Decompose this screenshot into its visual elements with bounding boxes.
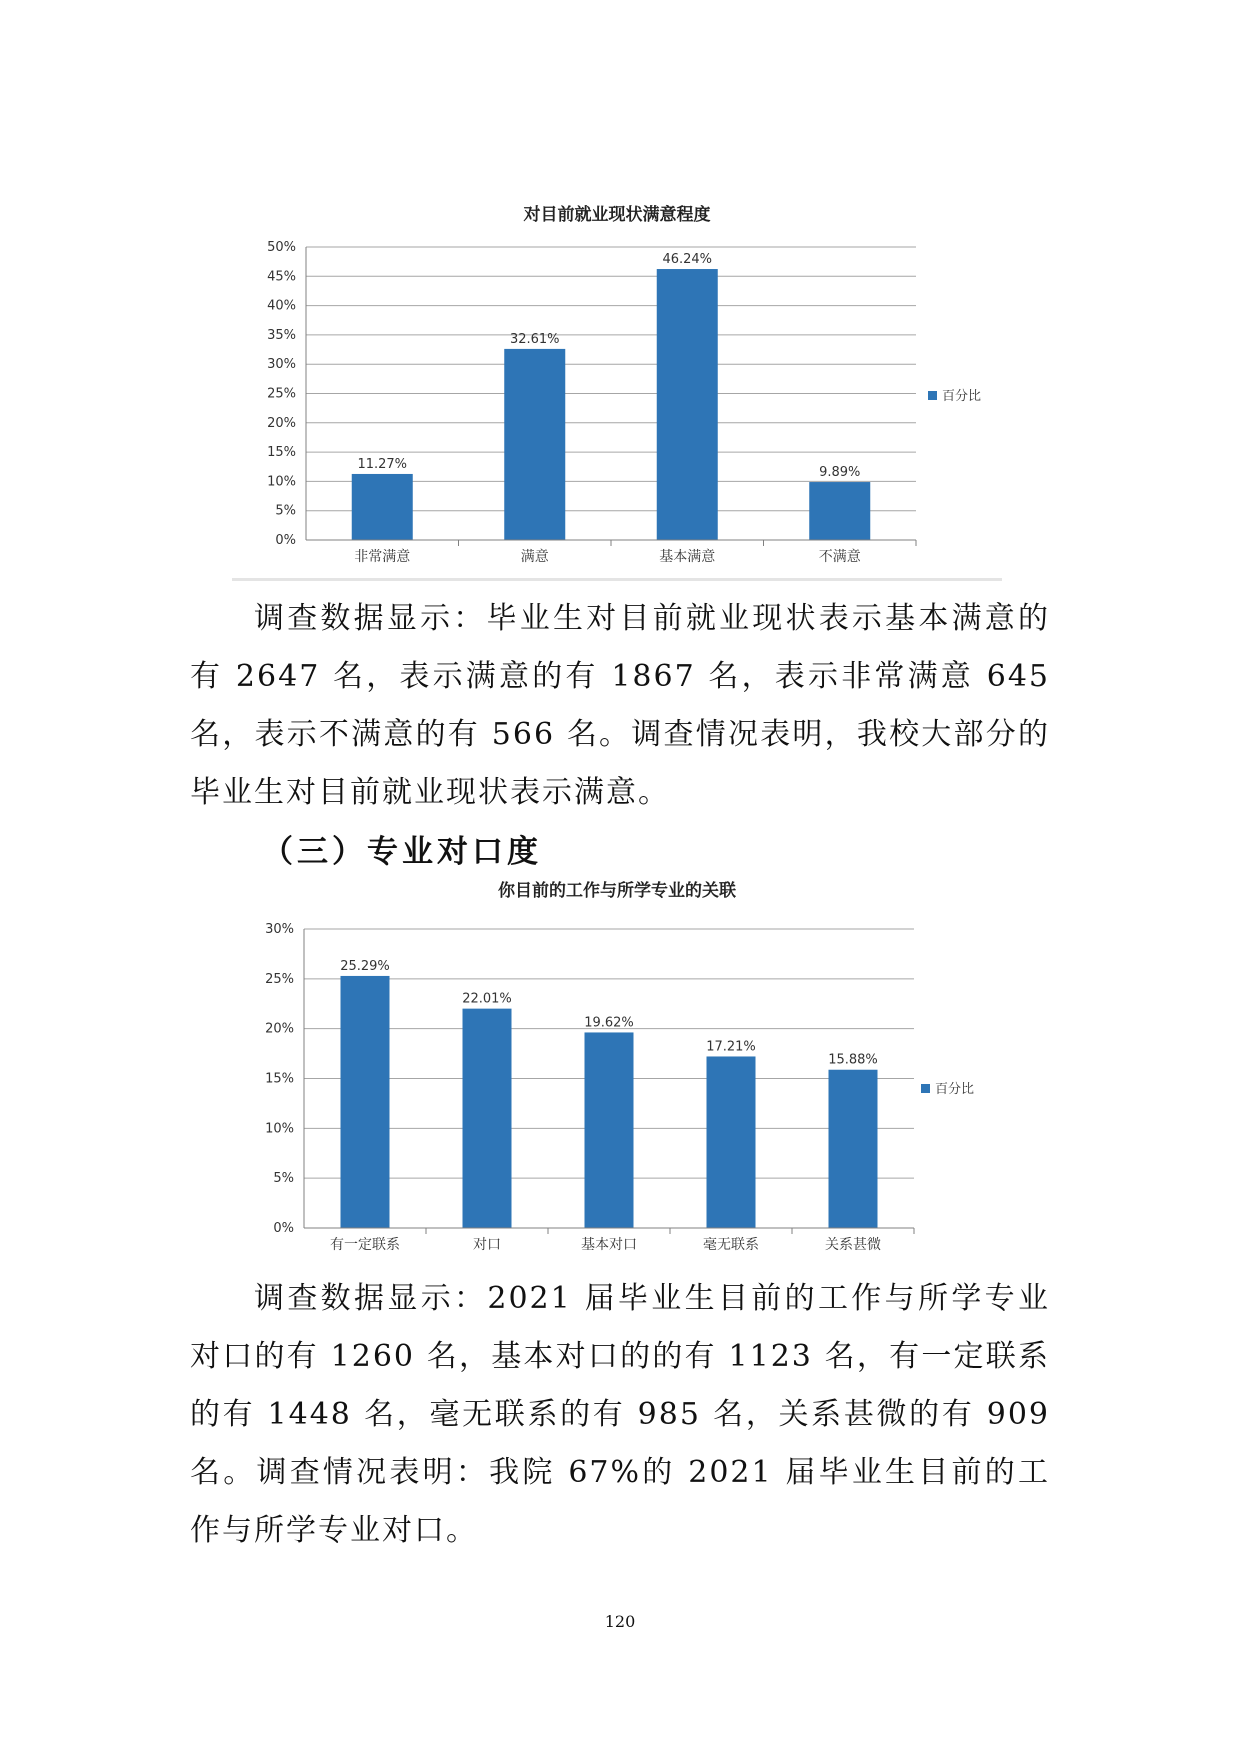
chart1-bar-1 bbox=[352, 474, 413, 540]
chart1-category-label: 基本满意 bbox=[659, 549, 716, 565]
chart2-y-tick-label: 25% bbox=[265, 971, 294, 987]
chart2-data-label: 22.01% bbox=[462, 991, 512, 1007]
chart1-y-tick-label: 25% bbox=[267, 386, 296, 402]
chart1-y-tick-label: 10% bbox=[267, 474, 296, 490]
chart2-bar-5 bbox=[829, 1070, 878, 1228]
paragraph-satisfaction: 调查数据显示：毕业生对目前就业现状表示基本满意的有 2647 名，表示满意的有 1867 名，表示非常满意 645 名，表示不满意的有 566 名。调查情况表明，我校大部分的毕业生对目前就业现状表示满意。 bbox=[190, 601, 1050, 810]
chart2-y-tick-label: 20% bbox=[265, 1021, 294, 1037]
chart1-data-label: 9.89% bbox=[819, 465, 861, 481]
chart2-y-tick-label: 10% bbox=[265, 1121, 294, 1137]
chart1-data-label: 46.24% bbox=[662, 252, 713, 268]
chart1-category-label: 满意 bbox=[520, 549, 549, 565]
chart1-y-tick-label: 20% bbox=[267, 415, 296, 431]
chart2-data-label: 19.62% bbox=[584, 1015, 634, 1031]
chart2-category-label: 毫无联系 bbox=[703, 1237, 759, 1253]
chart2-bar-2 bbox=[463, 1009, 512, 1228]
chart1-legend-label: 百分比 bbox=[942, 389, 982, 404]
chart2-y-tick-label: 0% bbox=[273, 1221, 294, 1236]
chart1-category-label: 非常满意 bbox=[354, 549, 411, 565]
chart2-bar-1 bbox=[341, 976, 390, 1228]
chart2-category-label: 基本对口 bbox=[581, 1237, 637, 1253]
chart2-legend-swatch bbox=[921, 1084, 930, 1093]
chart1-y-tick-label: 50% bbox=[267, 240, 296, 255]
chart2-category-label: 对口 bbox=[473, 1237, 501, 1253]
chart1-data-label: 11.27% bbox=[357, 456, 408, 472]
chart2-y-tick-label: 30% bbox=[265, 922, 294, 937]
chart1-y-tick-label: 0% bbox=[275, 533, 296, 548]
chart2-bar-4 bbox=[707, 1056, 756, 1228]
satisfaction-chart bbox=[232, 196, 1002, 578]
chart1-bar-4 bbox=[809, 482, 870, 540]
chart2-legend-label: 百分比 bbox=[935, 1082, 975, 1097]
chart2-title: 你目前的工作与所学专业的关联 bbox=[498, 881, 736, 901]
chart2-bar-3 bbox=[585, 1032, 634, 1228]
chart1-legend-swatch bbox=[928, 391, 937, 400]
chart1-y-tick-label: 30% bbox=[267, 357, 296, 373]
major-relevance-chart-svg bbox=[232, 872, 1002, 1264]
chart1-title: 对目前就业现状满意程度 bbox=[523, 205, 711, 225]
chart2-category-label: 有一定联系 bbox=[330, 1237, 400, 1253]
chart1-y-tick-label: 40% bbox=[267, 298, 296, 314]
section-heading: （三）专业对口度 bbox=[262, 834, 542, 870]
chart1-bar-3 bbox=[657, 269, 718, 540]
chart1-y-tick-label: 15% bbox=[267, 445, 296, 461]
chart2-y-tick-label: 15% bbox=[265, 1071, 294, 1087]
chart1-y-tick-label: 5% bbox=[275, 503, 296, 519]
major-relevance-chart bbox=[232, 872, 1002, 1264]
chart1-y-tick-label: 35% bbox=[267, 327, 296, 343]
chart1-data-label: 32.61% bbox=[509, 331, 560, 347]
chart1-y-tick-label: 45% bbox=[267, 269, 296, 285]
chart2-data-label: 25.29% bbox=[340, 958, 390, 974]
chart2-data-label: 15.88% bbox=[828, 1052, 878, 1068]
satisfaction-chart-svg bbox=[232, 196, 1002, 578]
chart1-category-label: 不满意 bbox=[818, 549, 861, 565]
chart-divider bbox=[232, 578, 1002, 581]
page-number: 120 bbox=[604, 1612, 636, 1631]
chart2-data-label: 17.21% bbox=[706, 1039, 756, 1055]
chart2-category-label: 关系甚微 bbox=[825, 1237, 881, 1253]
chart1-bar-2 bbox=[504, 349, 565, 540]
chart2-y-tick-label: 5% bbox=[273, 1171, 294, 1187]
paragraph-relevance: 调查数据显示：2021 届毕业生目前的工作与所学专业对口的有 1260 名，基本对口的的有 1123 名，有一定联系的有 1448 名，毫无联系的有 985 名，关系甚微的有 909 名。调查情况表明：我院 67%的 2021 届毕业生目前的工作与所学专业对口。 bbox=[190, 1281, 1050, 1548]
